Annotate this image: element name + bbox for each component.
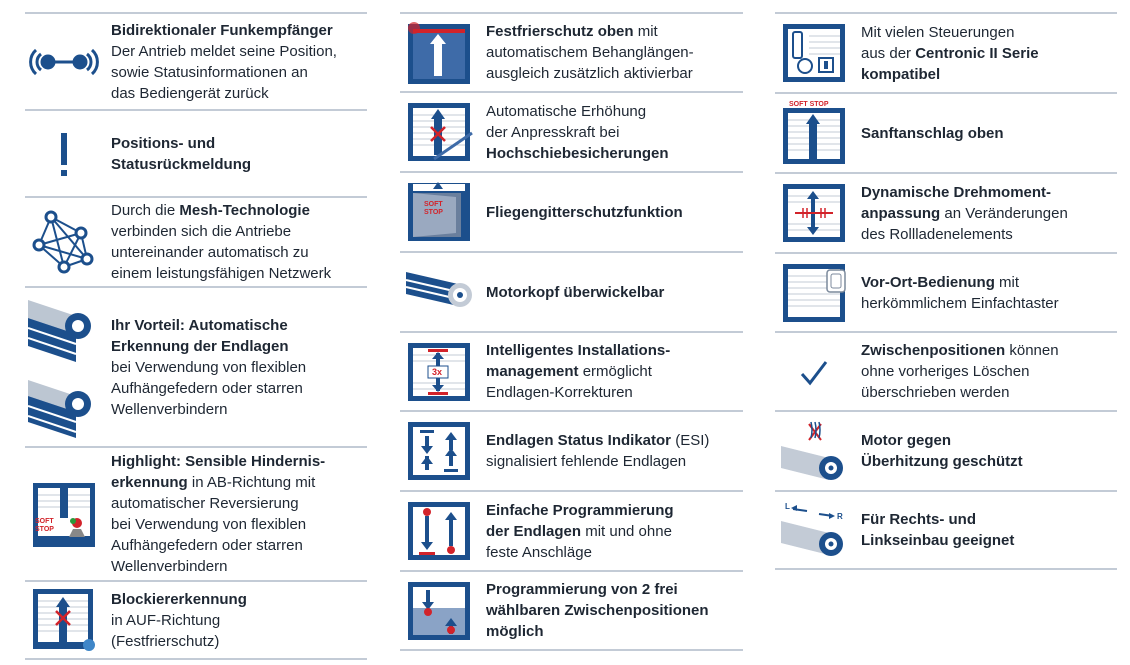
- freeze-protection-icon: [400, 14, 478, 91]
- exclamation-icon: [25, 111, 103, 196]
- feature-row: [775, 172, 1117, 252]
- obstacle-detection-icon: [25, 448, 103, 580]
- feature-text: Motorkopf überwickelbar: [486, 283, 665, 301]
- feature-text: Intelligentes Installations- management ermöglicht Endlagen-Korrekturen: [486, 342, 671, 401]
- torque-adjust-icon: [775, 174, 853, 252]
- programming-icon: [400, 492, 478, 570]
- feature-row: [775, 252, 1117, 331]
- feature-text: Für Rechts- und Linkseinbau geeignet: [861, 511, 1015, 549]
- soft-stop-icon: [775, 94, 853, 172]
- feature-text: Bidirektionaler Funkempfänger Der Antrieb meldet seine Position, sowie Statusinformationen an das Bediengerät zurück: [111, 21, 337, 102]
- feature-row: [400, 331, 743, 410]
- feature-row: [400, 251, 743, 331]
- soft-label: SOFT: [424, 201, 443, 208]
- feature-row: [775, 490, 1117, 568]
- left-right-mount-icon: [775, 492, 853, 568]
- status-indicator-icon: [400, 412, 478, 490]
- soft-stop-label: SOFT STOP: [789, 101, 829, 108]
- feature-row: [775, 331, 1117, 410]
- installation-management-icon: [400, 333, 478, 410]
- motor-head-icon: [400, 253, 478, 331]
- divider: [25, 658, 367, 660]
- feature-text: Fliegengitterschutzfunktion: [486, 203, 683, 221]
- feature-text: Blockiererkennung in AUF-Richtung (Festfrierschutz): [111, 590, 247, 650]
- feature-row: [400, 410, 743, 490]
- radio-receiver-icon: [25, 14, 103, 109]
- feature-row: [400, 490, 743, 570]
- feature-row: [775, 12, 1117, 92]
- feature-text: Programmierung von 2 frei wählbaren Zwischenpositionen möglich: [486, 581, 709, 640]
- feature-text: Einfache Programmierung der Endlagen mit und ohne feste Anschläge: [486, 501, 674, 561]
- feature-text: Positions- und Statusrückmeldung: [111, 134, 252, 173]
- divider: [400, 649, 743, 651]
- three-x-label: 3x: [432, 366, 443, 377]
- feature-text: Zwischenpositionen können ohne vorheriges Löschen überschrieben werden: [861, 342, 1059, 401]
- wall-switch-icon: [775, 254, 853, 331]
- divider: [775, 568, 1117, 570]
- stop-label: STOP: [424, 209, 443, 216]
- feature-row: [25, 286, 367, 446]
- left-label: L: [785, 502, 790, 511]
- overheat-protection-icon: [775, 412, 853, 490]
- feature-text: Durch die Mesh-Technologie verbinden sich die Antriebe untereinander automatisch zu einem leistungsfähigen Netzwerk: [111, 202, 332, 282]
- blocking-detection-icon: [25, 582, 103, 658]
- feature-row: [400, 12, 743, 91]
- feature-text: Dynamische Drehmoment- anpassung an Veränderungen des Rollladenelements: [861, 183, 1068, 243]
- soft-label: SOFT: [35, 518, 54, 525]
- endlagen-tube-icon: [23, 288, 101, 446]
- feature-row: [400, 570, 743, 649]
- feature-row: [400, 171, 743, 251]
- centronic-controls-icon: [775, 14, 853, 92]
- feature-text: Vor-Ort-Bedienung mit herkömmlichem Einfachtaster: [861, 273, 1059, 312]
- right-label: R: [837, 512, 843, 521]
- feature-row: [25, 446, 367, 580]
- feature-row: [400, 91, 743, 171]
- pressure-increase-icon: [400, 93, 478, 171]
- feature-row: [25, 12, 367, 109]
- checkmark-icon: [775, 333, 853, 410]
- stop-label: STOP: [35, 526, 54, 533]
- feature-text: Automatische Erhöhung der Anpresskraft bei Hochschiebesicherungen: [486, 102, 669, 162]
- intermediate-positions-icon: [400, 572, 478, 649]
- insect-screen-icon: [400, 173, 478, 251]
- feature-text: Sanftanschlag oben: [861, 124, 1004, 142]
- mesh-network-icon: [25, 198, 103, 286]
- feature-text: Festfrierschutz oben mit automatischem Behanglängen- ausgleich zusätzlich aktivierbar: [486, 23, 694, 82]
- feature-row: [775, 410, 1117, 490]
- feature-row: [25, 196, 367, 286]
- feature-row: [775, 92, 1117, 172]
- feature-text: Motor gegen Überhitzung geschützt: [861, 432, 1023, 470]
- feature-row: [25, 109, 367, 196]
- feature-text: Highlight: Sensible Hindernis- erkennung in AB-Richtung mit automatischer Reversierung bei Verwendung von flexiblen Aufhängefedern oder starren Wellenverbindern: [111, 453, 326, 575]
- feature-text: Mit vielen Steuerungen aus der Centronic II Serie kompatibel: [861, 23, 1039, 83]
- feature-text: Endlagen Status Indikator (ESI) signalisiert fehlende Endlagen: [486, 432, 710, 470]
- feature-row: [25, 580, 367, 658]
- feature-text: Ihr Vorteil: Automatische Erkennung der Endlagen bei Verwendung von flexiblen Aufhängefedern oder starren Wellenverbindern: [111, 316, 307, 418]
